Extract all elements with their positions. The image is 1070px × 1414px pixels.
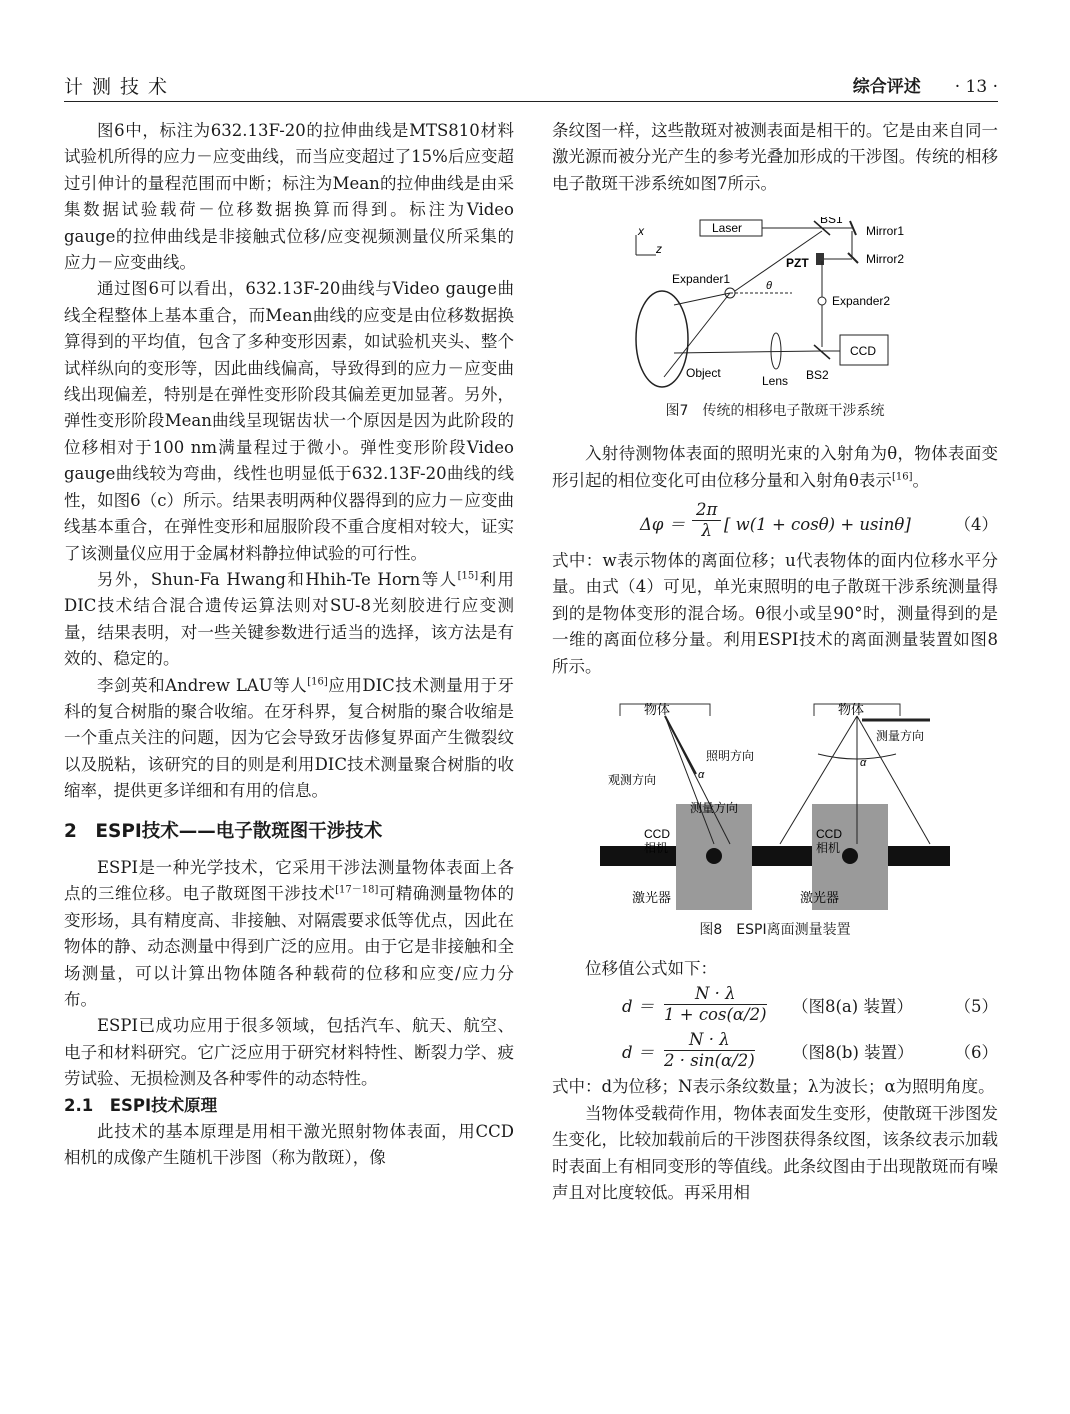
section-name	[853, 72, 998, 97]
espi-out-of-plane-diagram	[600, 694, 950, 914]
paragraph	[64, 855, 514, 1013]
paragraph: 位移值公式如下：	[585, 959, 717, 979]
pzt-label: PZT	[786, 256, 809, 271]
espi-system-diagram	[552, 217, 998, 397]
illumination-label: 照明方向	[706, 749, 755, 764]
object-ellipse	[636, 291, 688, 387]
text: 李剑英和Andrew LAU等人	[97, 675, 308, 695]
eq4-number: （4）	[954, 515, 998, 535]
measure-a-label: 测量方向	[690, 801, 739, 816]
paragraph: 图6中，标注为632.13F-20的拉伸曲线是MTS810材料试验机所得的应力－应变曲线，而当应变超过了15%后应变超过引伸计的量程范围而中断；标注为Mean的拉伸曲线是由采集数据试验载荷－位移数据换算而得到。标注为Video gauge的拉伸曲线是非接触式位移/应变视频测量仪所采集的应力－应变曲线。	[64, 121, 514, 273]
paragraph: 此技术的基本原理是用相干激光照射物体表面，用CCD相机的成像产生随机干涉图（称为散斑），像	[64, 1122, 514, 1168]
paragraph: 条纹图一样，这些散斑对被测表面是相干的。它是由来自同一激光源而被分光产生的参考光叠加形成的干涉图。传统的相移电子散斑干涉系统如图7所示。	[552, 121, 998, 193]
page-number: · 13 ·	[954, 77, 998, 97]
object-b-label: 物体	[838, 702, 865, 718]
paragraph: 当物体受载荷作用，物体表面发生变形，使散斑干涉图发生变化，比较加载前后的干涉图获得条纹图，该条纹表示加载时表面上有相同变形的等值线。此条纹图由于出现散斑而有噪声且对比度较低。再采用相	[552, 1103, 998, 1203]
paragraph	[64, 673, 514, 805]
alpha-b-label: α	[860, 757, 867, 770]
laser-a-label: 激光器	[632, 890, 672, 906]
header-rule	[64, 101, 998, 102]
page-header	[64, 72, 998, 100]
figure-7-caption: 图7 传统的相移电子散斑干涉系统	[665, 403, 885, 420]
eq4-fraction	[692, 500, 721, 541]
figure-7	[552, 217, 998, 397]
expander2-label: Expander2	[832, 294, 891, 309]
paragraph: 通过图6可以看出，632.13F-20曲线与Video gauge曲线全程整体上基本重合，而Mean曲线的应变是由位移数据换算得到的平均值，包含了多种变形因素，如试验机夹头、整个试样纵向的变形等，因此曲线偏高，导致得到的应力－应变曲线出现偏差，特别是在弹性变形阶段其偏差更加显著。另外，弹性变形阶段Mean曲线呈现锯齿状一个原因是因为此阶段的位移相对于100 nm满量程过于微小。弹性变形阶段Video gauge曲线较为弯曲，线性也明显低于632.13F-20曲线的线性，如图6（c）所示。结果表明两种仪器得到的应力－应变曲线基本重合，在弹性变形和屈服阶段不重合度相对较大，证实了该测量仪应用于金属材料静拉伸试验的可行性。	[64, 279, 514, 563]
figure-8-caption: 图8 ESPI离面测量装置	[699, 922, 851, 939]
eq6-number: （6）	[954, 1043, 998, 1063]
eq5-number: （5）	[954, 997, 998, 1017]
eq4-lhs: Δφ ＝	[640, 515, 686, 535]
alpha-a-label: α	[698, 769, 705, 782]
ccd-b-label: CCD 相机	[816, 827, 842, 856]
eq4-numerator: 2π	[692, 500, 721, 521]
eq5-numerator: N · λ	[664, 984, 767, 1005]
paragraph	[64, 567, 514, 673]
text: 可精确测量物体的变形场，具有精度高、非接触、对隔震要求低等优点，因此在物体的静、动态测量中得到广泛的应用。由于它是非接触和全场测量，可以计算出物体随各种载荷的位移和应变/应力分布。	[64, 884, 514, 1009]
eq6-note: （图8(b) 装置）	[792, 1043, 914, 1063]
eq6-denominator: 2 · sin(α/2)	[664, 1051, 755, 1071]
paragraph	[552, 441, 998, 494]
citation: [17－18]	[335, 884, 379, 896]
section-heading: 2 ESPI技术——电子散斑图干涉技术	[64, 820, 383, 842]
subsection-heading: 2.1 ESPI技术原理	[64, 1095, 218, 1115]
eq5-denominator: 1 + cos(α/2)	[664, 1005, 767, 1025]
expander1-label: Expander1	[672, 272, 731, 287]
text: 。	[912, 470, 929, 490]
lens-label: Lens	[762, 374, 789, 389]
text: ESPI是一种光学技术，它采用干涉法测量物体表面上各点的三维位移。电子散斑图干涉技术	[64, 857, 514, 904]
ccd-a-label: CCD 相机	[644, 827, 670, 856]
left-column	[64, 118, 514, 1172]
eq5-fraction	[664, 984, 767, 1025]
object-a-label: 物体	[644, 702, 671, 718]
equation-6	[552, 1028, 998, 1074]
figure-8	[600, 694, 950, 914]
eq5-lhs: d ＝	[622, 997, 655, 1017]
axis-x-label: x	[638, 224, 644, 239]
right-column	[552, 118, 998, 1207]
text: 利用DIC技术结合混合遗传运算法则对SU-8光刻胶进行应变测量，结果表明，对一些关键参数进行适当的选择，该方法是有效的、稳定的。	[64, 569, 515, 669]
journal-name: 计测技术	[64, 76, 177, 98]
lens	[771, 333, 781, 369]
object-label: Object	[686, 366, 721, 381]
observe-label: 观测方向	[608, 773, 657, 788]
eq6-fraction	[664, 1030, 755, 1071]
paragraph: ESPI已成功应用于很多领域，包括汽车、航天、航空、电子和材料研究。它广泛应用于研究材料特性、断裂力学、疲劳试验、无损检测及各种零件的动态特性。	[64, 1016, 514, 1089]
text: 应用DIC技术测量用于牙科的复合树脂的聚合收缩。在牙科界，复合树脂的聚合收缩是一个重点关注的问题，因为它会导致牙齿修复界面产生微裂纹以及脱粘，该研究的目的则是利用DIC技术测量聚合树脂的收缩率，提供更多详细和有用的信息。	[64, 675, 515, 801]
citation: [16]	[891, 471, 913, 483]
laser-label: Laser	[712, 221, 743, 236]
equation-5	[552, 982, 998, 1028]
mirror2-label: Mirror2	[866, 252, 904, 267]
measure-b-label: 测量方向	[876, 729, 925, 744]
theta-label: θ	[766, 280, 772, 293]
bs1-label: BS1	[820, 217, 843, 227]
bs2-mirror	[814, 345, 830, 359]
text: 入射待测物体表面的照明光束的入射角为θ，物体表面变形引起的相位变化可由位移分量和入射角θ表示	[552, 444, 998, 490]
eq6-lhs: d ＝	[622, 1043, 655, 1063]
citation: [16]	[307, 676, 328, 688]
eq5-note: （图8(a) 装置）	[792, 997, 913, 1017]
axis-z-label: z	[656, 242, 662, 257]
ccd-label: CCD	[850, 344, 876, 359]
eq4-denominator: λ	[701, 521, 712, 541]
bs2-label: BS2	[806, 368, 829, 383]
paragraph: 式中：w表示物体的离面位移；u代表物体的面内位移水平分量。由式（4）可见，单光束照明的电子散斑干涉系统测量得到的是物体变形的混合场。θ很小或呈90°时，测量得到的是一维的离面位移分量。利用ESPI技术的离面测量装置如图8所示。	[552, 551, 998, 676]
text: 另外，Shun-Fa Hwang和Hhih-Te Horn等人	[97, 569, 458, 589]
citation: [15]	[457, 570, 479, 582]
eq4-rhs: [ w(1 + cosθ) + usinθ]	[724, 515, 911, 535]
section-label: 综合评述	[852, 77, 921, 97]
expander2	[818, 297, 826, 305]
pzt-block	[816, 253, 824, 265]
paragraph: 式中：d为位移；N表示条纹数量；λ为波长；α为照明角度。	[552, 1077, 995, 1097]
equation-4	[552, 500, 998, 544]
eq6-numerator: N · λ	[664, 1030, 755, 1051]
laser-b-label: 激光器	[800, 890, 840, 906]
mirror1-label: Mirror1	[866, 224, 904, 239]
mirror2	[848, 253, 858, 263]
